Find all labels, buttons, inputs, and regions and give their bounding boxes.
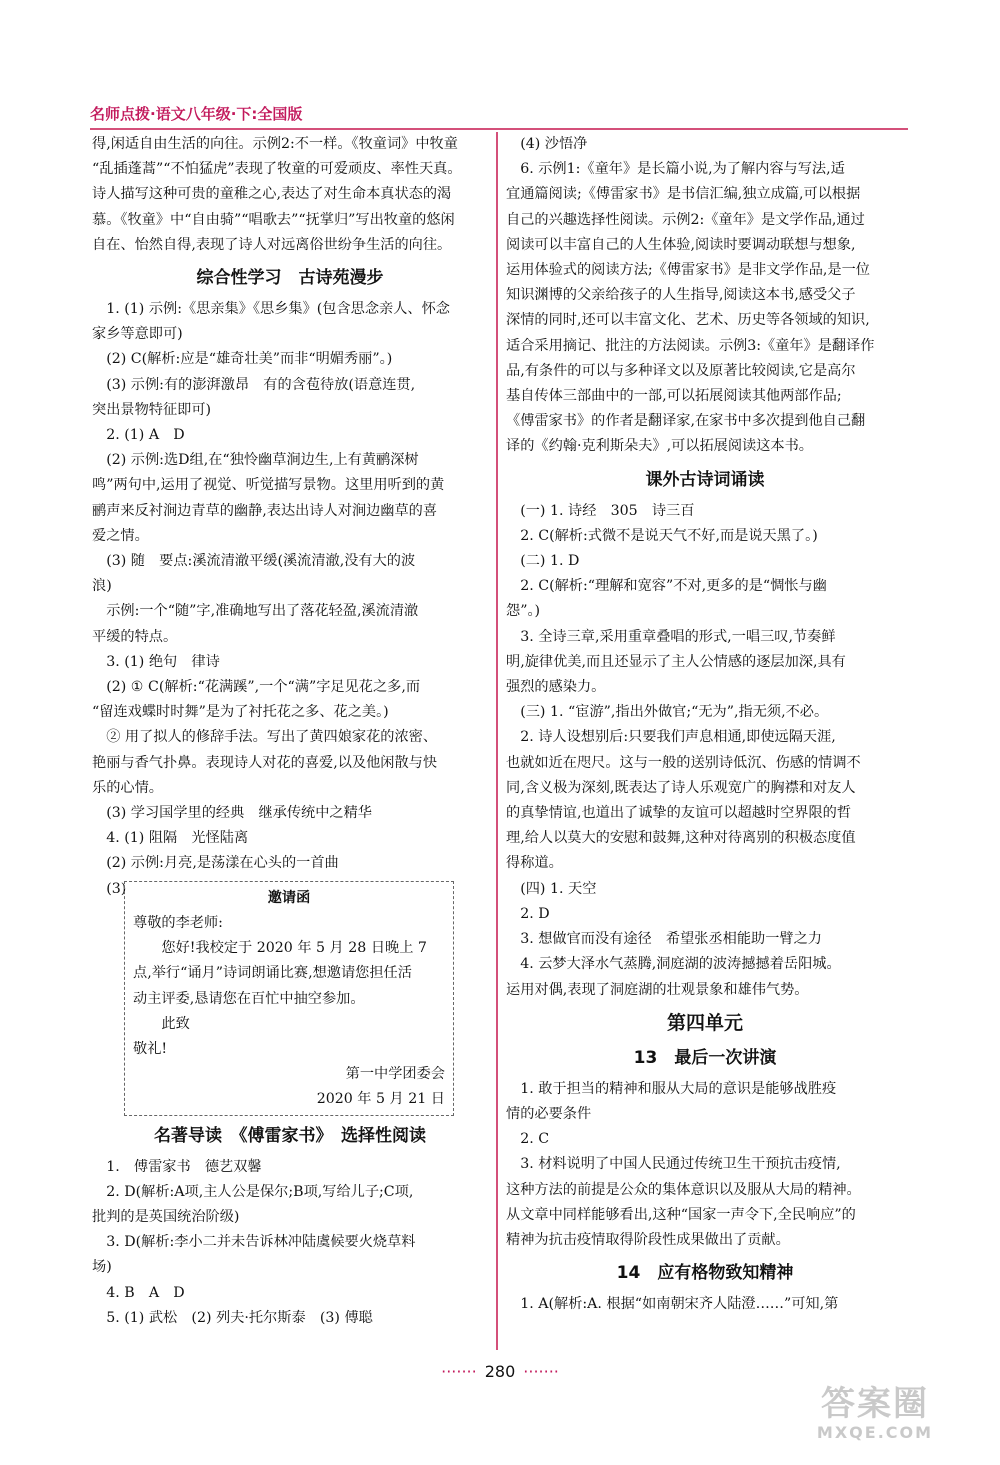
text-line: 4. B A D <box>106 1284 185 1301</box>
text-line: 乐的心情。 <box>92 779 163 796</box>
text-line: 从文章中同样能够看出,这种“国家一声令下,全民响应”的 <box>506 1206 856 1223</box>
text-line: (三) 1. “宦游”,指出外做官;“无为”,指无须,不必。 <box>520 704 829 721</box>
item-number: (3) <box>106 880 127 897</box>
letter-line: 点,举行“诵月”诗词朗诵比赛,想邀请您担任活 <box>133 965 412 982</box>
text-line: 译的《约翰·克利斯朵夫》,可以拓展阅读这本书。 <box>506 438 813 455</box>
text-line: (4) 沙悟净 <box>520 136 588 152</box>
text-line: 自在、怡然自得,表现了诗人对远离俗世纷争生活的向往。 <box>92 236 452 253</box>
text-line: 2. (1) A D <box>106 427 185 444</box>
text-line: 3. (1) 绝句 律诗 <box>106 653 220 670</box>
section-heading: 综合性学习 古诗苑漫步 <box>196 268 384 289</box>
watermark-url: MXQE.COM <box>816 1423 934 1442</box>
text-line: 诗人描写这种可贵的童稚之心,表达了对生命本真状态的渴 <box>92 186 452 203</box>
text-line: 浪) <box>92 578 112 595</box>
text-line: “留连戏蝶时时舞”是为了衬托花之多、花之美。) <box>92 704 389 721</box>
text-line: 6. 示例1:《童年》是长篇小说,为了解内容与写法,适 <box>520 161 845 178</box>
text-line: (3) 随 要点:溪流清澈平缓(溪流清澈,没有大的波 <box>106 553 416 570</box>
footer-dots-left: ······· <box>441 1362 477 1381</box>
text-line: 2. 诗人设想别后:只要我们声息相通,即使远隔天涯, <box>520 729 836 746</box>
page-footer <box>0 1362 1000 1381</box>
section-heading: 14 应有格物致知精神 <box>616 1263 794 1284</box>
running-header: 名师点拨·语文八年级·下:全国版 <box>90 105 303 123</box>
text-line: 得,闲适自由生活的向往。示例2:不一样。《牧童词》中牧童 <box>92 136 458 152</box>
text-line: (2) 示例:选D组,在“独怜幽草涧边生,上有黄鹂深树 <box>106 452 419 469</box>
text-line: 也就如近在咫尺。这与一般的送别诗低沉、伤感的情调不 <box>506 754 861 771</box>
text-line: 示例:一个“随”字,准确地写出了落花轻盈,溪流清澈 <box>106 603 419 620</box>
text-line: 3. 想做官而没有途径 希望张丞相能助一臂之力 <box>520 931 822 948</box>
text-line: 突出景物特征即可) <box>92 401 212 418</box>
text-line: 运用对偶,表现了洞庭湖的壮观景象和雄伟气势。 <box>506 981 809 998</box>
watermark-text: 答案圈 <box>821 1384 929 1424</box>
text-line: 艳丽与香气扑鼻。表现诗人对花的喜爱,以及他闲散与快 <box>92 754 438 771</box>
invitation-letter <box>124 881 454 1116</box>
letter-line: 第一中学团委会 <box>345 1066 445 1083</box>
text-line: “乱插蓬蒿”“不怕猛虎”表现了牧童的可爱顽皮、率性天真。 <box>92 161 462 178</box>
right-column <box>506 132 904 1317</box>
text-line: 2. C(解析:“理解和宽容”不对,更多的是“惆怅与幽 <box>520 578 827 595</box>
text-line: 鸣”两句中,运用了视觉、听觉描写景物。这里用听到的黄 <box>92 477 445 494</box>
text-line: 批判的是英国统治阶级) <box>92 1208 240 1225</box>
text-line: (一) 1. 诗经 305 诗三百 <box>520 502 695 519</box>
text-line: 1. (1) 示例:《思亲集》《思乡集》(包含思念亲人、怀念 <box>106 301 450 318</box>
text-line: 情的必要条件 <box>506 1105 592 1122</box>
text-line: 爱之情。 <box>92 527 149 544</box>
text-line: 4. (1) 阻隔 光怪陆离 <box>106 830 249 847</box>
text-line: 1. 傅雷家书 德艺双馨 <box>106 1158 262 1175</box>
text-line: 适合采用摘记、批注的方法阅读。示例3:《童年》是翻译作 <box>506 337 875 354</box>
text-line: 品,有条件的可以与多种译文以及原著比较阅读,它是高尔 <box>506 362 856 379</box>
text-line: 3. D(解析:李小二并未告诉林冲陆虞候要火烧草料 <box>106 1234 416 1251</box>
text-line: 3. 材料说明了中国人民通过传统卫生干预抗击疫情, <box>520 1156 841 1173</box>
text-line: 阅读可以丰富自己的人生体验,阅读时要调动联想与想象, <box>506 236 856 253</box>
footer-dots-right: ······· <box>523 1362 559 1381</box>
text-line: 宜通篇阅读;《傅雷家书》是书信汇编,独立成篇,可以根据 <box>506 186 861 203</box>
text-line: 强烈的感染力。 <box>506 679 606 696</box>
header-rule <box>90 128 908 130</box>
section-heading: 名著导读 《傅雷家书》 选择性阅读 <box>154 1125 426 1146</box>
text-line: 鹂声来反衬涧边青草的幽静,表达出诗人对涧边幽草的喜 <box>92 502 438 519</box>
text-line: (3) 示例:有的澎湃激昂 有的含苞待放(语意连贯, <box>106 376 416 393</box>
text-line: (2) C(解析:应是“雄奇壮美”而非“明媚秀丽”。) <box>106 351 393 368</box>
text-line: 2. D <box>520 905 550 922</box>
watermark-logo <box>790 1385 960 1445</box>
text-line: 的真挚情谊,也道出了诚挚的友谊可以超越时空界限的哲 <box>506 805 852 822</box>
text-line: 同,含义极为深刻,既表达了诗人乐观宽广的胸襟和对友人 <box>506 779 856 796</box>
text-line: 运用体验式的阅读方法;《傅雷家书》是非文学作品,是一位 <box>506 262 870 279</box>
text-line: 2. C(解析:式微不是说天气不好,而是说天黑了。) <box>520 527 818 544</box>
text-line: (3) 学习国学里的经典 继承传统中之精华 <box>106 805 372 822</box>
text-line: 自己的兴趣选择性阅读。示例2:《童年》是文学作品,通过 <box>506 211 865 228</box>
text-line: 深情的同时,还可以丰富文化、艺术、历史等各领域的知识, <box>506 312 870 329</box>
text-line: (2) 示例:月亮,是荡漾在心头的一首曲 <box>106 855 339 872</box>
invitation-block <box>92 877 488 1116</box>
text-line: 理,给人以莫大的安慰和鼓舞,这种对待离别的积极态度值 <box>506 830 856 847</box>
section-heading: 13 最后一次讲演 <box>633 1047 777 1068</box>
letter-line: 动主评委,恳请您在百忙中抽空参加。 <box>133 990 365 1007</box>
text-line: 4. 云梦大泽水气蒸腾,洞庭湖的波涛撼撼着岳阳城。 <box>520 956 841 973</box>
text-line: 平缓的特点。 <box>92 628 178 645</box>
text-line: 《傅雷家书》的作者是翻译家,在家书中多次提到他自己翻 <box>506 413 866 430</box>
text-line: 怨”。) <box>506 603 541 620</box>
letter-line: 尊敬的李老师: <box>133 914 223 931</box>
text-line: 明,旋律优美,而且还显示了主人公情感的逐层加深,具有 <box>506 653 846 670</box>
text-line: 精神为抗击疫情取得阶段性成果做出了贡献。 <box>506 1231 790 1248</box>
left-column <box>92 132 488 1331</box>
text-line: (2) ① C(解析:“花满蹊”,一个“满”字足见花之多,而 <box>106 679 421 696</box>
column-divider <box>496 132 498 1350</box>
letter-line: 此致 <box>147 1015 190 1032</box>
text-line: 得称道。 <box>506 855 563 872</box>
text-line: 家乡等意即可) <box>92 326 183 343</box>
letter-title: 邀请函 <box>267 889 311 906</box>
text-line: 慕。《牧童》中“自由骑”“唱歌去”“抚掌归”写出牧童的悠闲 <box>92 211 455 228</box>
text-line: (二) 1. D <box>520 553 580 570</box>
page-number: 280 <box>484 1362 516 1381</box>
text-line: 知识渊博的父亲给孩子的人生指导,阅读这本书,感受父子 <box>506 287 856 304</box>
text-line: (四) 1. 天空 <box>520 880 597 897</box>
unit-heading: 第四单元 <box>666 1011 743 1034</box>
section-heading: 课外古诗词诵读 <box>645 469 765 490</box>
letter-line: 您好!我校定于 2020 年 5 月 28 日晚上 7 <box>147 940 427 957</box>
text-line: 这种方法的前提是公众的集体意识以及服从大局的精神。 <box>506 1181 861 1198</box>
text-line: 5. (1) 武松 (2) 列夫·托尔斯泰 (3) 傅聪 <box>106 1309 373 1326</box>
text-line: ② 用了拟人的修辞手法。写出了黄四娘家花的浓密、 <box>106 729 438 746</box>
text-line: 2. C <box>520 1131 550 1148</box>
text-line: 3. 全诗三章,采用重章叠唱的形式,一唱三叹,节奏鲜 <box>520 628 836 645</box>
text-line: 2. D(解析:A项,主人公是保尔;B项,写给儿子;C项, <box>106 1183 414 1200</box>
text-line: 1. A(解析:A. 根据“如南朝宋齐人陆澄……”可知,第 <box>520 1296 839 1313</box>
text-line: 1. 敢于担当的精神和服从大局的意识是能够战胜疫 <box>520 1080 837 1097</box>
letter-line: 敬礼! <box>133 1040 168 1057</box>
letter-line: 2020 年 5 月 21 日 <box>316 1091 445 1108</box>
text-line: 基自传体三部曲中的一部,可以拓展阅读其他两部作品; <box>506 388 842 405</box>
text-line: 场) <box>92 1259 112 1276</box>
